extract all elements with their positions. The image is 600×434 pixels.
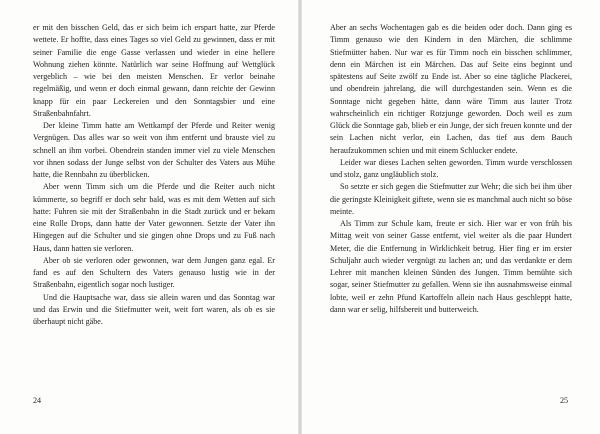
right-paragraph-2: Leider war dieses Lachen selten geworden. Timm wurde verschlossen und stolz, ganz ungläublich stolz.: [330, 157, 572, 179]
right-page: [330, 22, 572, 316]
left-paragraph-3: Aber wenn Timm sich um die Pferde und die Reiter auch nicht kümmerte, so begriff er doch sehr bald, was es mit dem Wetten auf sich hatte: Fuhren sie mit der Straßenbahn in die Stadt zurück und er bekam eine Rolle Drops, dann hatte der Vater gewonnen. Setzte der Vater ihn Hingegen auf die Schulter und sie gingen ohne Drops und zu Fuß nach Haus, dann hatten sie verloren.: [33, 182, 275, 253]
left-paragraph-1: er mit den bisschen Geld, das er sich beim ich erspart hatte, zur Pferde wettete. Er hoffte, dass eines Tages so viel Geld zu gewinnen, dass er mit seiner Familie die enge Gasse verlassen und wieder in eine hellere Wohnung ziehen könnte. Natürlich war seine Hoffnung auf Wettglück vergeblich – wie bei den meisten Menschen. Er verlor beinahe regelmäßig, und wenn er doch einmal gewann, dann reichte der Gewinn knapp für ein paar Leckereien und den Sonntagsbier und eine Straßenbahnfahrt.: [33, 23, 275, 118]
left-paragraph-5: Und die Hauptsache war, dass sie allein waren und das Sonntag war und das Erwin und die Stiefmutter weit, weit fort waren, als ob es sie überhaupt nicht gäbe.: [33, 292, 275, 326]
left-paragraph-2: Der kleine Timm hatte am Wettkampf der Pferde und Reiter wenig Vergnügen. Das alles war so weit von ihm entfernt und brauste viel zu schnell an ihm vorbei. Obendrein standen immer viel zu viele Menschen vor ihnen sodass der Junge selbst von der Schulter des Vaters aus Mühe hatte, die Rennbahn zu überblicken.: [33, 121, 275, 179]
left-page-number: 24: [33, 396, 42, 405]
right-page-number: 25: [560, 396, 569, 405]
right-paragraph-4: Als Timm zur Schule kam, freute er sich. Hier war er von früh bis Mittag weit von seiner Gasse entfernt, viel weiter als die paar Hundert Meter, die die Entfernung in Wirklichkeit betrug. Hier fing er im erster Schuljahr auch wieder vergnügt zu lachen an; und das verdankte er dem Lehrer mit manchen kleinen Sünden des Jungen. Timm bemühte sich sogar, seiner Stiefmutter zu gefallen. Wenn sie ihn ausnahmsweise einmal lobte, weil er zehn Pfund Kartoffeln allein nach Haus geschleppt hatte, dann war er selig, hilfsbereit und butterweich.: [330, 219, 572, 314]
book-gutter: [298, 0, 302, 434]
left-page: [33, 22, 275, 328]
right-paragraph-1: Aber an sechs Wochentagen gab es die beiden oder doch. Dann ging es Timm genauso wie den Kindern in den Märchen, die schlimme Stiefmütter haben. Nur war es für Timm noch ein bisschen schlimmer, denn ein Märchen ist ein Märchen. Das auf Seite eins beginnt und spätestens auf Seite zwölf zu Ende ist. Aber so eine tägliche Plackerei, und obendrein jahrelang, die will durchgestanden sein. Wenn es die Sonntage nicht gegeben hätte, dann wäre Timm aus lauter Trotz wahrscheinlich ein richtiger Rotzjunge geworden. Doch weil es zum Glück die Sonntage gab, blieb er ein Junge, der sich freuen konnte und der sein Lachen nicht verlor, ein Lachen, das tief aus dem Bauch heraufzukommen schien und mit einem Schlucker endete.: [330, 23, 572, 155]
right-paragraph-3: So setzte er sich gegen die Stiefmutter zur Wehr; die sich bei ihm über die geringste Kleinigkeit giftete, wenn sie es manchmal auch nicht so böse meinte.: [330, 182, 572, 216]
left-paragraph-4: Aber ob sie verloren oder gewonnen, war dem Jungen ganz egal. Er fand es auf den Schultern des Vaters genauso lustig wie in der Straßenbahn, eigentlich sogar noch lustiger.: [33, 255, 275, 290]
